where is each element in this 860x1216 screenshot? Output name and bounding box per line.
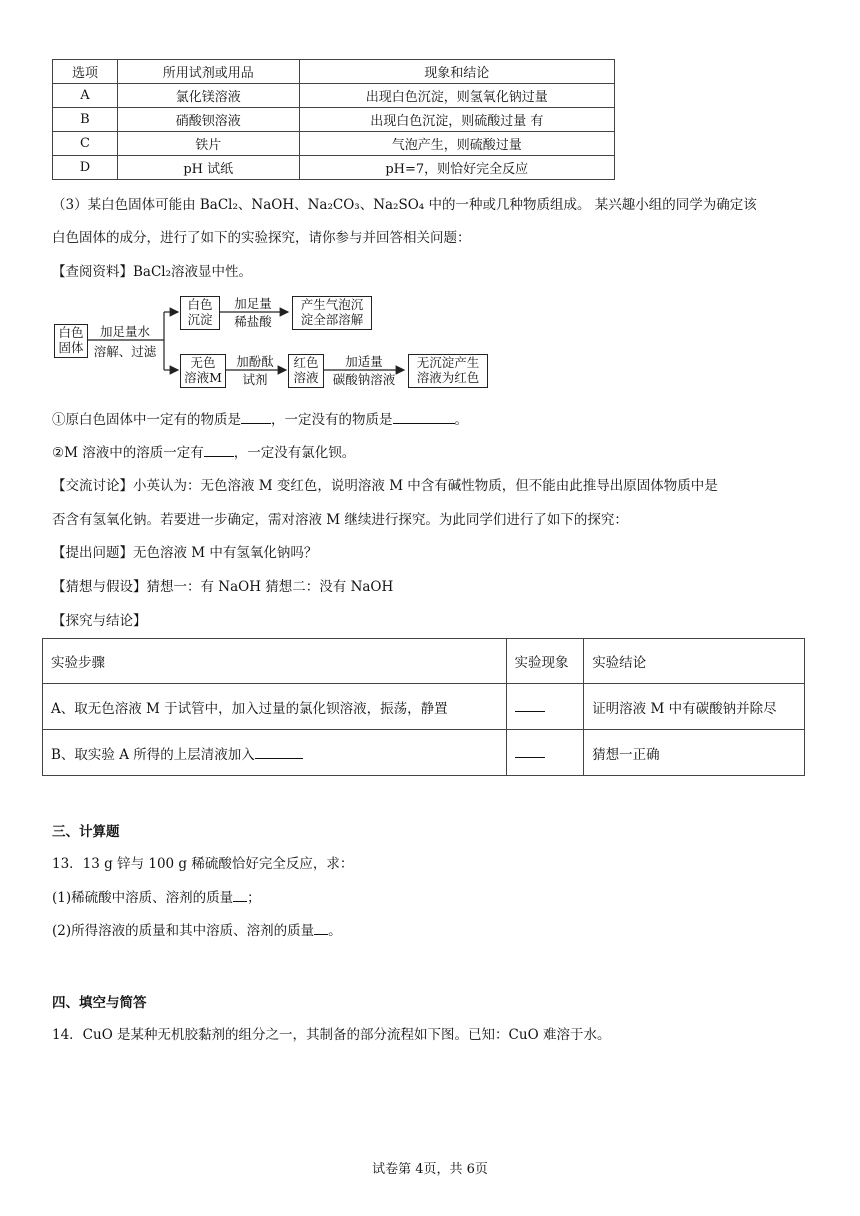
answer-blank[interactable]: [204, 442, 234, 457]
flow-box-solution-m: 无色 溶液M: [180, 354, 226, 388]
table-row: [53, 132, 615, 156]
discussion-line1: 【交流讨论】小英认为：无色溶液 M 变红色，说明溶液 M 中含有碱性物质，但不能由此推导出原固体物质中是: [52, 478, 718, 494]
question-13-1-text: (1)稀硫酸中溶质、溶剂的质量: [52, 890, 234, 906]
table-cell: 出现白色沉淀，则氢氧化钠过量: [299, 84, 614, 108]
question-13-2-text: (2)所得溶液的质量和其中溶质、溶剂的质量: [52, 923, 315, 939]
table-header-cell: 实验现象: [506, 639, 584, 684]
flow-label-reagent: 试剂: [242, 372, 268, 387]
flow-box-red-solution: 红色 溶液: [288, 354, 324, 388]
ask-question: 【提出问题】无色溶液 M 中有氢氧化钠吗？: [52, 545, 318, 561]
q3-intro-line1: （3）某白色固体可能由 BaCl₂、NaOH、Na₂CO₃、Na₂SO₄ 中的一种或几种物质组成。 某兴趣小组的同学为确定该: [52, 197, 757, 213]
flow-label-add-water: 加足量水: [99, 324, 150, 339]
table-cell: 气泡产生，则硫酸过量: [299, 132, 614, 156]
question-1-part-b: ，一定没有的物质是: [271, 412, 393, 428]
table-header-row: [43, 639, 805, 684]
flow-label-dilute-hcl: 稀盐酸: [234, 314, 272, 329]
flow-label-add-appropriate: 加适量: [345, 354, 383, 369]
question-2: [52, 442, 355, 463]
table-cell: A: [53, 84, 118, 108]
options-table: [52, 59, 615, 180]
question-13: 13．13 g 锌与 100 g 稀硫酸恰好完全反应，求：: [52, 856, 354, 872]
q3-info: 【查阅资料】BaCl₂溶液显中性。: [52, 264, 253, 280]
table-cell: [506, 684, 584, 730]
answer-blank[interactable]: [393, 409, 455, 424]
question-14: 14．CuO 是某种无机胶黏剂的组分之一，其制备的部分流程如下图。已知：CuO 难溶于水。: [52, 1027, 611, 1043]
flow-label-dissolve-filter: 溶解、过滤: [93, 344, 157, 359]
table-cell: 铁片: [117, 132, 299, 156]
question-13-2-end: 。: [328, 923, 342, 939]
question-13-1: [52, 887, 261, 908]
table-cell: 氯化镁溶液: [117, 84, 299, 108]
table-header-cell: 实验步骤: [43, 639, 507, 684]
table-cell: D: [53, 156, 118, 180]
table-cell: 猜想一正确: [584, 730, 805, 776]
flow-box-result-bottom: 无沉淀产生 溶液为红色: [408, 354, 488, 388]
table-row: [53, 84, 615, 108]
flow-diagram: [52, 296, 492, 392]
section-4-title: 四、填空与简答: [52, 995, 147, 1011]
guess-hypothesis: 【猜想与假设】猜想一：有 NaOH 猜想二：没有 NaOH: [52, 579, 394, 595]
question-13-2: [52, 920, 342, 941]
question-13-1-end: ；: [247, 890, 261, 906]
answer-blank[interactable]: [314, 920, 328, 935]
question-1-part-a: ①原白色固体中一定有的物质是: [52, 412, 241, 428]
step-b-text: B、取实验 A 所得的上层清液加入: [51, 746, 255, 763]
section-3-title: 三、计算题: [52, 824, 120, 840]
table-cell: A、取无色溶液 M 于试管中，加入过量的氯化钡溶液，振荡，静置: [43, 684, 507, 730]
answer-blank[interactable]: [515, 697, 545, 712]
explore-table: [42, 638, 805, 776]
table-header-row: [53, 60, 615, 84]
table-row: [43, 684, 805, 730]
table-cell: C: [53, 132, 118, 156]
flow-box-white-solid: 白色 固体: [54, 324, 88, 358]
table-cell: [43, 730, 507, 776]
table-cell: pH 试纸: [117, 156, 299, 180]
table-row: [43, 730, 805, 776]
flow-box-white-precipitate: 白色 沉淀: [180, 296, 220, 330]
question-1-end: 。: [454, 412, 468, 428]
answer-blank[interactable]: [255, 744, 303, 759]
question-2-part-a: ②M 溶液中的溶质一定有: [52, 445, 204, 461]
page-footer: 试卷第 4页，共 6页: [372, 1162, 488, 1177]
q3-intro-line2: 白色固体的成分，进行了如下的实验探究，请你参与并回答相关问题：: [52, 230, 471, 246]
table-header-cell: 现象和结论: [299, 60, 614, 84]
flow-label-add-phenolphthalein: 加酚酞: [236, 354, 274, 369]
flow-label-add-acid: 加足量: [234, 296, 272, 311]
question-1: [52, 409, 468, 430]
table-row: [53, 156, 615, 180]
table-header-cell: 选项: [53, 60, 118, 84]
answer-blank[interactable]: [233, 887, 247, 902]
table-header-cell: 实验结论: [584, 639, 805, 684]
discussion-line2: 否含有氢氧化钠。若要进一步确定，需对溶液 M 继续进行探究。为此同学们进行了如下的探究：: [52, 512, 628, 528]
explore-heading: 【探究与结论】: [52, 613, 147, 629]
table-cell: [506, 730, 584, 776]
flow-box-result-top: 产生气泡沉 淀全部溶解: [292, 296, 372, 330]
table-cell: 硝酸钡溶液: [117, 108, 299, 132]
flow-label-sodium-carbonate: 碳酸钠溶液: [332, 372, 396, 387]
table-row: [53, 108, 615, 132]
table-cell: 出现白色沉淀，则硫酸过量 有: [299, 108, 614, 132]
answer-blank[interactable]: [241, 409, 271, 424]
question-2-part-b: ，一定没有氯化钡。: [233, 445, 356, 461]
table-cell: 证明溶液 M 中有碳酸钠并除尽: [584, 684, 805, 730]
table-header-cell: 所用试剂或用品: [117, 60, 299, 84]
answer-blank[interactable]: [515, 743, 545, 758]
table-cell: pH=7，则恰好完全反应: [299, 156, 614, 180]
table-cell: B: [53, 108, 118, 132]
